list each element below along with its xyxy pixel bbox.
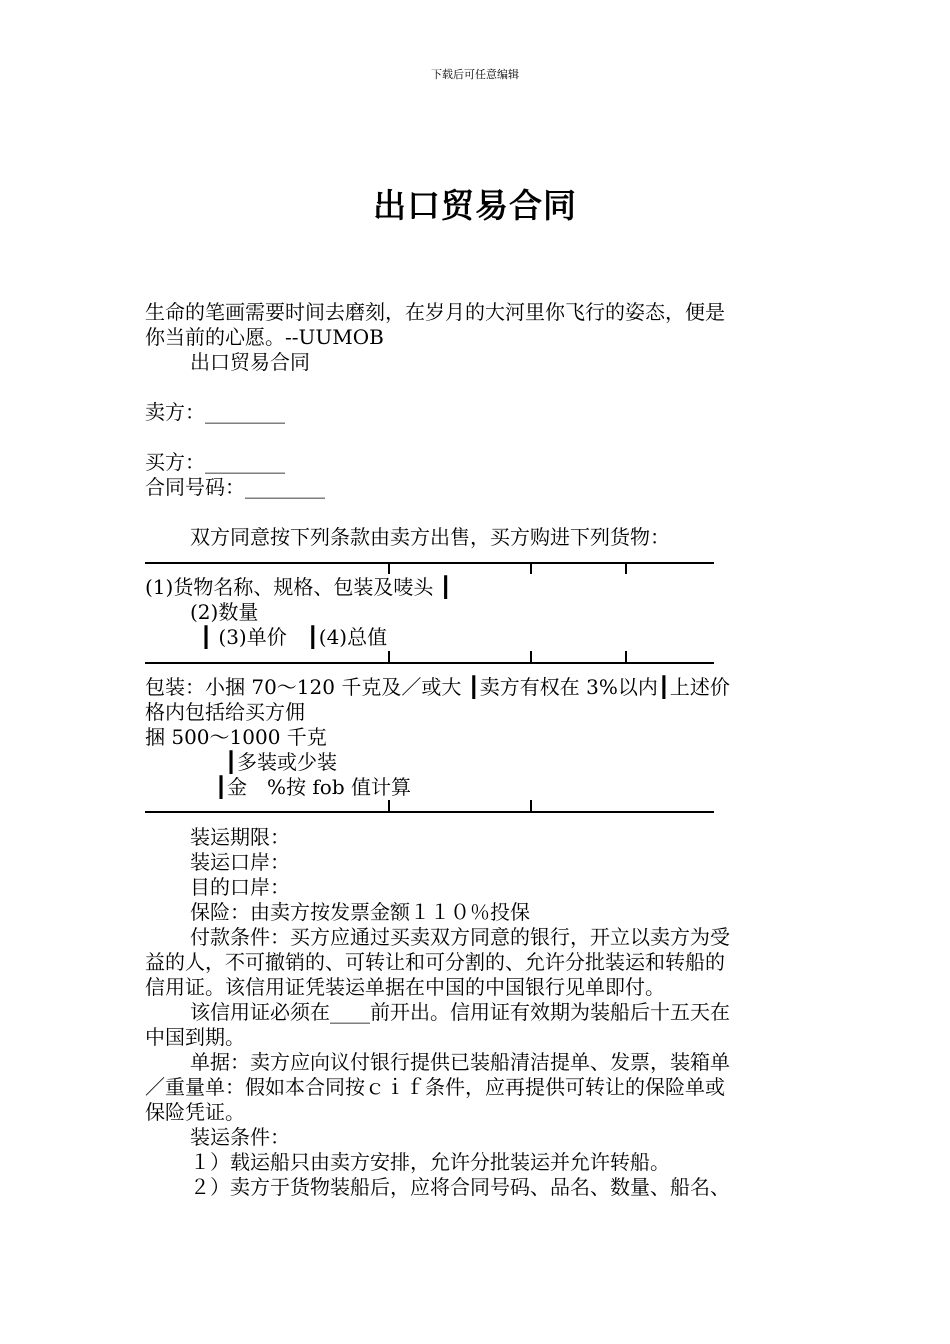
- payment-terms-line-3: 信用证。该信用证凭装运单据在中国的中国银行见单即付。: [145, 975, 665, 999]
- buyer-field: 买方：________: [145, 450, 285, 474]
- table-header-col2: (2)数量: [190, 600, 259, 624]
- seller-field: 卖方：________: [145, 400, 285, 424]
- document-title: 出口贸易合同: [373, 186, 577, 225]
- table-divider: [388, 562, 390, 574]
- agreement-statement: 双方同意按下列条款由卖方出售，买方购进下列货物：: [190, 525, 670, 549]
- subtitle: 出口贸易合同: [190, 350, 310, 374]
- table-divider: [388, 651, 390, 663]
- table-divider: [530, 562, 532, 574]
- table-divider: [388, 800, 390, 812]
- intro-line-2: 你当前的心愿。--UUMOB: [145, 325, 384, 349]
- table-rule-middle: [145, 662, 714, 664]
- shipping-terms-heading: 装运条件：: [190, 1125, 290, 1149]
- port-of-loading: 装运口岸：: [190, 850, 290, 874]
- header-note: 下载后可任意编辑: [431, 68, 519, 81]
- table-row-line-5: ┃金 %按 fob 值计算: [215, 775, 412, 799]
- payment-terms-line-2: 益的人，不可撤销的、可转让和可分割的、允许分批装运和转船的: [145, 950, 725, 974]
- table-rule-top: [145, 562, 714, 564]
- table-divider: [625, 651, 627, 663]
- documents-clause-line-1: 单据：卖方应向议付银行提供已装船清洁提单、发票，装箱单: [190, 1050, 730, 1074]
- lc-clause-line-2: 中国到期。: [145, 1025, 245, 1049]
- table-divider: [530, 800, 532, 812]
- shipping-clause-2: ２）卖方于货物装船后，应将合同号码、品名、数量、船名、: [190, 1175, 730, 1199]
- shipping-clause-1: １）载运船只由卖方安排，允许分批装运并允许转船。: [190, 1150, 670, 1174]
- lc-clause-line-1: 该信用证必须在____前开出。信用证有效期为装船后十五天在: [190, 1000, 730, 1024]
- intro-line-1: 生命的笔画需要时间去磨刻，在岁月的大河里你飞行的姿态，便是: [145, 300, 725, 324]
- table-header-col1: (1)货物名称、规格、包装及唛头 ┃: [145, 575, 452, 599]
- table-row-line-2: 格内包括给买方佣: [145, 700, 305, 724]
- table-divider: [625, 562, 627, 574]
- documents-clause-line-2: ／重量单：假如本合同按ｃｉｆ条件，应再提供可转让的保险单或: [145, 1075, 725, 1099]
- shipment-period: 装运期限：: [190, 825, 290, 849]
- table-row-line-3: 捆 500～1000 千克: [145, 725, 327, 749]
- port-of-destination: 目的口岸：: [190, 875, 290, 899]
- documents-clause-line-3: 保险凭证。: [145, 1100, 245, 1124]
- payment-terms-line-1: 付款条件：买方应通过买卖双方同意的银行，开立以卖方为受: [190, 925, 730, 949]
- table-divider: [530, 651, 532, 663]
- contract-number-field: 合同号码：________: [145, 475, 325, 499]
- table-rule-bottom: [145, 811, 714, 813]
- table-row-line-1: 包装：小捆 70～120 千克及／或大 ┃卖方有权在 3%以内┃上述价: [145, 675, 730, 699]
- table-row-line-4: ┃多装或少装: [225, 750, 338, 774]
- table-header-col34: ┃ (3)单价 ┃(4)总值: [200, 625, 388, 649]
- insurance-clause: 保险：由卖方按发票金额１１０％投保: [190, 900, 530, 924]
